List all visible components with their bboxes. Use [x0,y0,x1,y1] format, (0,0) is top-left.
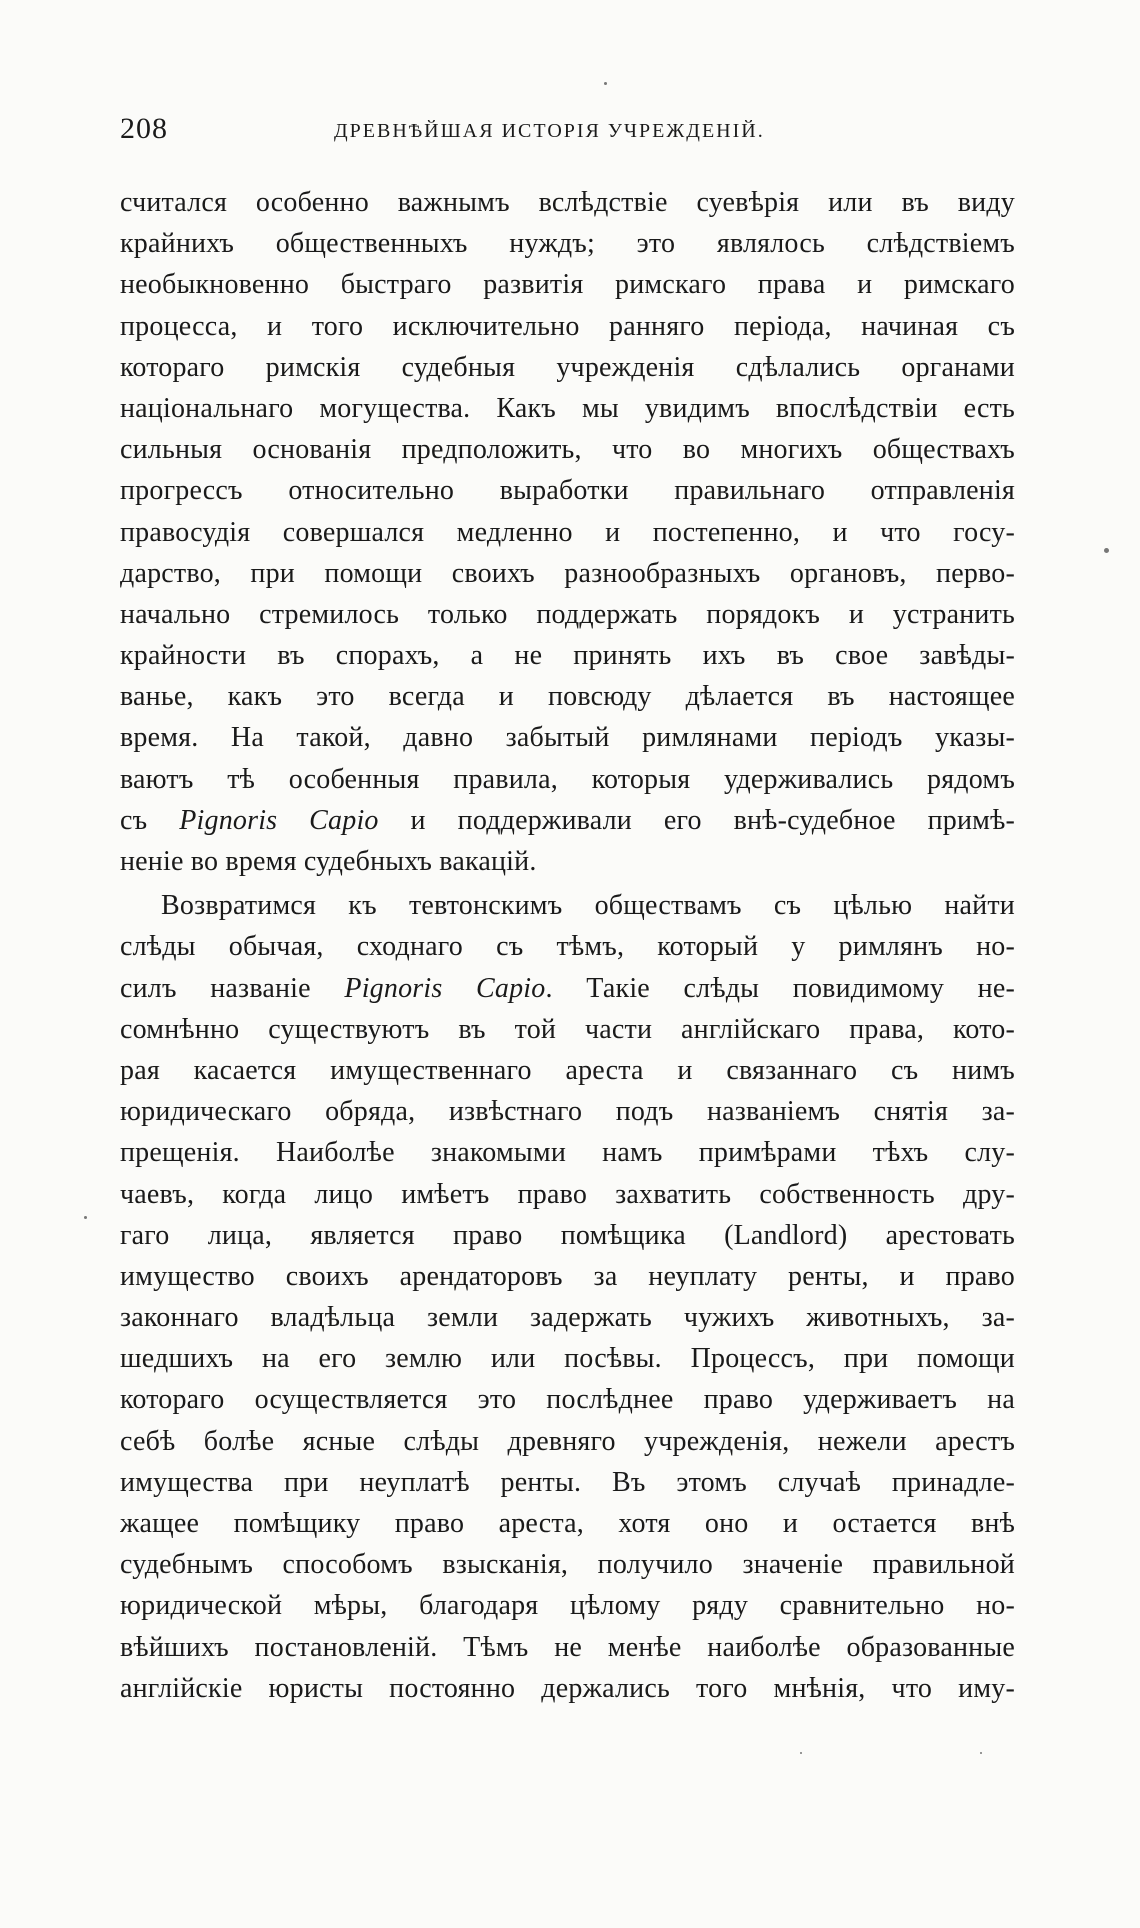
text-line: юридическаго обряда, извѣстнаго подъ названіемъ снятія за- [120,1096,1015,1128]
running-title: ДРЕВНѢЙШАЯ ИСТОРІЯ УЧРЕЖДЕНІЙ. [334,120,765,142]
text-line [120,968,1015,1009]
body-text [120,182,1015,1709]
text-line: крайности въ спорахъ, а не принять ихъ въ свое завѣды- [120,640,1015,672]
text-line: рая касается имущественнаго ареста и связаннаго съ нимъ [120,1054,1015,1086]
text-line: дарство, при помощи своихъ разнообразныхъ органовъ, перво- [120,557,1015,589]
text-line: гаго лица, является право помѣщика (Landlord) арестовать [120,1219,1015,1251]
scan-speck [1104,548,1109,553]
text-line: судебнымъ способомъ взысканія, получило значеніе правильной [120,1549,1015,1581]
text-line: время. На такой, давно забытый римлянами періодъ указы- [120,722,1015,754]
text-line: необыкновенно быстраго развитія римскаго права и римскаго [120,269,1015,301]
text-line: прещенія. Наиболѣе знакомыми намъ примѣрами тѣхъ слу- [120,1137,1015,1169]
text-line: національнаго могущества. Какъ мы увидимъ впослѣдствіи есть [120,392,1015,424]
text-line: законнаго владѣльца земли задержать чужихъ животныхъ, за- [120,1302,1015,1334]
text-line: правосудія совершался медленно и постепенно, и что госу- [120,516,1015,548]
text-run: силъ названіе [120,972,345,1004]
text-line: крайнихъ общественныхъ нуждъ; это являлось слѣдствіемъ [120,228,1015,260]
text-line: процесса, и того исключительно ранняго періода, начиная съ [120,310,1015,342]
text-line: вѣйшихъ постановленій. Тѣмъ не менѣе наиболѣе образованные [120,1631,1015,1663]
text-line: англійскіе юристы постоянно держались того мнѣнія, что иму- [120,1672,1015,1704]
text-run: и поддерживали его внѣ-судебное примѣ- [378,804,1015,836]
text-line: сомнѣнно существуютъ въ той части англійскаго права, кото- [120,1013,1015,1045]
page-header [120,112,1020,156]
text-line: ванье, какъ это всегда и повсюду дѣлается въ настоящее [120,681,1015,713]
text-run: съ [120,804,180,836]
text-line: котораго осуществляется это послѣднее право удерживаетъ на [120,1384,1015,1416]
scan-speck [800,1752,802,1754]
text-line [120,800,1015,841]
text-line: прогрессъ относительно выработки правильнаго отправленія [120,475,1015,507]
text-line: имущества при неуплатѣ ренты. Въ этомъ случаѣ принадле- [120,1466,1015,1498]
text-line: котораго римскія судебныя учрежденія сдѣлались органами [120,351,1015,383]
text-line: юридической мѣры, благодаря цѣлому ряду сравнительно но- [120,1590,1015,1622]
scan-speck [84,1216,87,1219]
text-line: ваютъ тѣ особенныя правила, которыя удерживались рядомъ [120,763,1015,795]
text-line: чаевъ, когда лицо имѣетъ право захватить собственность дру- [120,1178,1015,1210]
text-line: считался особенно важнымъ вслѣдствіе суевѣрія или въ виду [120,187,1015,218]
paragraph-2 [120,885,1015,1709]
text-line: имущество своихъ арендаторовъ за неуплату ренты, и право [120,1260,1015,1292]
text-line: шедшихъ на его землю или посѣвы. Процессъ, при помощи [120,1343,1015,1375]
page-number: 208 [120,112,168,145]
italic-term: Pignoris Capio [179,804,379,836]
text-line: Возвратимся къ тевтонскимъ обществамъ съ цѣлью найти [161,890,1015,922]
text-line: неніе во время судебныхъ вакацій. [120,846,537,877]
text-line: себѣ болѣе ясные слѣды древняго учрежденія, нежели арестъ [120,1425,1015,1457]
text-line: сильныя основанія предположить, что во многихъ обществахъ [120,434,1015,466]
text-line: жащее помѣщику право ареста, хотя оно и остается внѣ [120,1508,1015,1539]
text-line: слѣды обычая, сходнаго съ тѣмъ, который у римлянъ но- [120,931,1015,963]
text-run: . Такіе слѣды повидимому не- [545,972,1015,1004]
paragraph-1 [120,182,1015,882]
italic-term: Pignoris Capio [344,972,546,1004]
scan-speck [604,82,607,85]
text-line: начально стремилось только поддержать порядокъ и устранить [120,598,1015,630]
scan-speck [980,1752,982,1754]
